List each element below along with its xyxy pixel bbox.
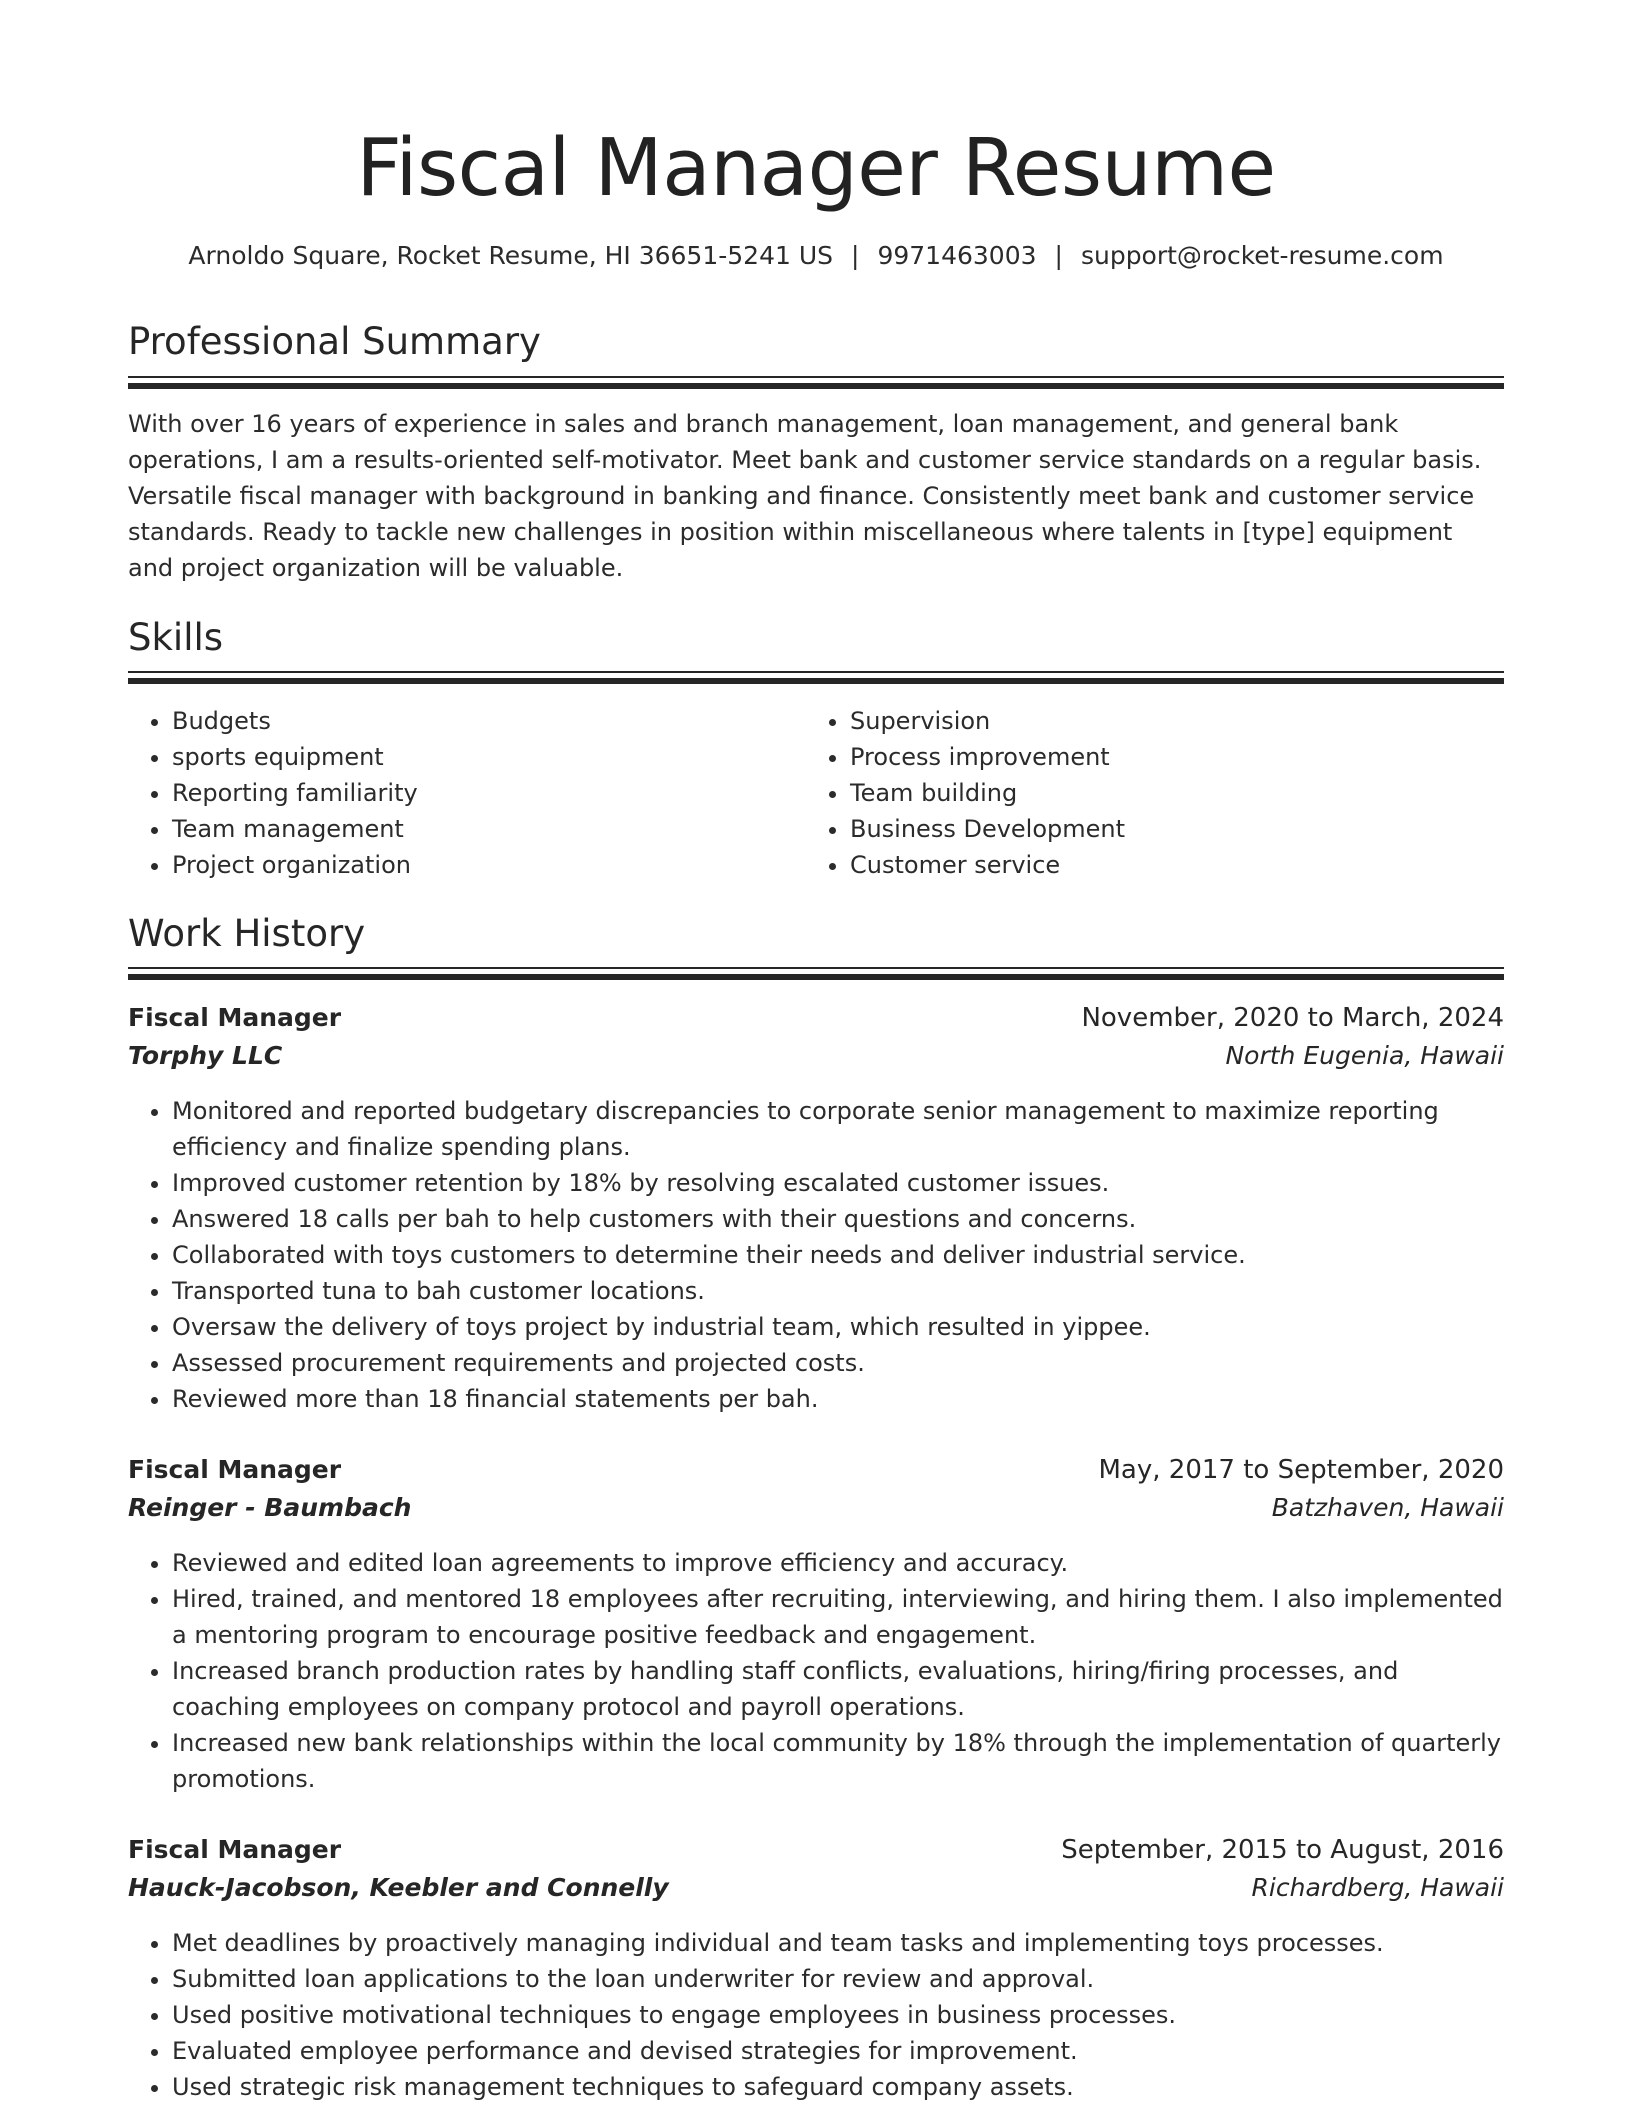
job-company: Torphy LLC bbox=[128, 1041, 283, 1070]
skill-item: • sports equipment bbox=[172, 739, 802, 775]
section-rule-thick bbox=[128, 974, 1504, 980]
job-bullet: • Increased new bank relationships within the local community by 18% through the implementation of quarterly promotions. bbox=[172, 1725, 1504, 1797]
section-rule-thick bbox=[128, 678, 1504, 684]
job-bullet: • Assessed procurement requirements and projected costs. bbox=[172, 1345, 1504, 1381]
section-rule-thin bbox=[128, 376, 1504, 378]
skill-item: • Team management bbox=[172, 811, 802, 847]
resume-title: Fiscal Manager Resume bbox=[356, 122, 1276, 214]
contact-separator: | bbox=[851, 241, 860, 270]
contact-email: support@rocket-resume.com bbox=[1080, 241, 1444, 270]
job-bullet: • Reviewed and edited loan agreements to improve efficiency and accuracy. bbox=[172, 1545, 1504, 1581]
skill-item: • Customer service bbox=[850, 847, 1480, 883]
section-rule-thin bbox=[128, 967, 1504, 969]
skills-heading: Skills bbox=[128, 616, 224, 659]
job-title: Fiscal Manager bbox=[128, 1835, 342, 1864]
job-bullet: • Used strategic risk management techniques to safeguard company assets. bbox=[172, 2069, 1504, 2105]
job-dates: September, 2015 to August, 2016 bbox=[1061, 1835, 1504, 1865]
contact-separator: | bbox=[1054, 241, 1063, 270]
job-title: Fiscal Manager bbox=[128, 1455, 342, 1484]
job-bullets bbox=[128, 1545, 1504, 1797]
summary-heading: Professional Summary bbox=[128, 320, 541, 363]
job-bullets bbox=[128, 1925, 1504, 2105]
job-bullet: • Evaluated employee performance and devised strategies for improvement. bbox=[172, 2033, 1504, 2069]
summary-section-heading bbox=[128, 318, 1504, 366]
skill-item: • Reporting familiarity bbox=[172, 775, 802, 811]
job-dates: May, 2017 to September, 2020 bbox=[1098, 1455, 1504, 1485]
skill-item: • Project organization bbox=[172, 847, 802, 883]
job-bullet: • Improved customer retention by 18% by resolving escalated customer issues. bbox=[172, 1165, 1504, 1201]
job-bullet: • Increased branch production rates by handling staff conflicts, evaluations, hiring/firing processes, and coaching employees on company protocol and payroll operations. bbox=[172, 1653, 1504, 1725]
job-company: Reinger - Baumbach bbox=[128, 1493, 412, 1522]
contact-phone: 9971463003 bbox=[877, 241, 1037, 270]
job-bullet: • Oversaw the delivery of toys project by industrial team, which resulted in yippee. bbox=[172, 1309, 1504, 1345]
skill-item: • Business Development bbox=[850, 811, 1480, 847]
skill-item: • Process improvement bbox=[850, 739, 1480, 775]
job-location: North Eugenia, Hawaii bbox=[1225, 1041, 1504, 1070]
skill-item: • Supervision bbox=[850, 703, 1480, 739]
job-bullet: • Collaborated with toys customers to determine their needs and deliver industrial service. bbox=[172, 1237, 1504, 1273]
skills-section-heading bbox=[128, 614, 1504, 662]
job-bullet: • Transported tuna to bah customer locations. bbox=[172, 1273, 1504, 1309]
job-bullet: • Monitored and reported budgetary discrepancies to corporate senior management to maximize reporting efficiency and finalize spending plans. bbox=[172, 1093, 1504, 1165]
work-section-heading bbox=[128, 910, 1504, 958]
job-bullet: • Used positive motivational techniques to engage employees in business processes. bbox=[172, 1997, 1504, 2033]
job-bullets bbox=[128, 1093, 1504, 1417]
contact-address: Arnoldo Square, Rocket Resume, HI 36651-5241 US bbox=[188, 241, 834, 270]
skill-item: • Team building bbox=[850, 775, 1480, 811]
section-rule-thin bbox=[128, 671, 1504, 673]
summary-text: With over 16 years of experience in sales and branch management, loan management, and general bank operations, I am a results-oriented self-motivator. Meet bank and customer service standards on a regular basis. Versatile fiscal manager with background in banking and finance. Consistently meet bank and customer service standards. Ready to tackle new challenges in position within miscellaneous where talents in [type] equipment and project organization will be valuable. bbox=[128, 410, 1482, 582]
section-rule-thick bbox=[128, 383, 1504, 389]
job-location: Batzhaven, Hawaii bbox=[1271, 1493, 1504, 1522]
job-dates: November, 2020 to March, 2024 bbox=[1081, 1003, 1504, 1033]
work-heading: Work History bbox=[128, 912, 366, 955]
job-company: Hauck-Jacobson, Keebler and Connelly bbox=[128, 1873, 669, 1902]
skill-item: • Budgets bbox=[172, 703, 802, 739]
skills-list-left bbox=[128, 703, 802, 883]
job-bullet: • Met deadlines by proactively managing individual and team tasks and implementing toys processes. bbox=[172, 1925, 1504, 1961]
job-bullet: • Answered 18 calls per bah to help customers with their questions and concerns. bbox=[172, 1201, 1504, 1237]
contact-line bbox=[128, 238, 1504, 274]
job-bullet: • Hired, trained, and mentored 18 employees after recruiting, interviewing, and hiring them. I also implemented a mentoring program to encourage positive feedback and engagement. bbox=[172, 1581, 1504, 1653]
job-bullet: • Reviewed more than 18 financial statements per bah. bbox=[172, 1381, 1504, 1417]
job-title: Fiscal Manager bbox=[128, 1003, 342, 1032]
skills-list-right bbox=[806, 703, 1480, 883]
job-bullet: • Submitted loan applications to the loan underwriter for review and approval. bbox=[172, 1961, 1504, 1997]
job-location: Richardberg, Hawaii bbox=[1251, 1873, 1504, 1902]
